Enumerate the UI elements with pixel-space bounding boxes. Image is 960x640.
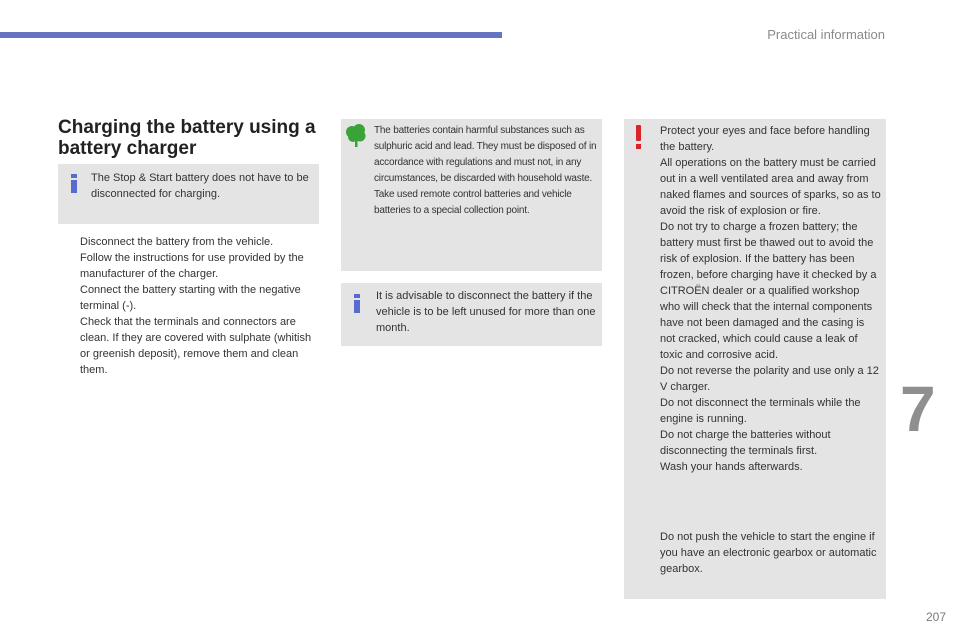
step-text: Connect the battery starting with the negative terminal (-). (80, 284, 301, 312)
info-box-stop-start (58, 164, 319, 224)
warning-paragraph: Do not disconnect the terminals while the engine is running. (660, 397, 861, 425)
info-text-stop-start: The Stop & Start battery does not have to be disconnected for charging. (91, 172, 309, 200)
info-box-disconnect (341, 283, 602, 346)
warning-paragraph: Do not try to charge a frozen battery; the battery must first be thawed out to avoid the risk of explosion. If the battery has been frozen, before charging have it checked by a CITROËN dealer or a qualified workshop who will check that the internal components have not been damaged and the casing is not cracked, which could cause a leak of toxic and corrosive acid. (660, 221, 877, 361)
page-heading: Charging the battery using a battery charger (58, 117, 316, 159)
environment-note-line2: Take used remote control batteries and vehicle batteries to a special collection point. (374, 189, 572, 216)
info-icon (354, 294, 360, 313)
step-text: Check that the terminals and connectors are clean. If they are covered with sulphate (whitish or greenish deposit), remove them and clean them. (80, 316, 312, 376)
warning-paragraph: Do not charge the batteries without disconnecting the terminals first. (660, 429, 831, 457)
section-title: Practical information (767, 27, 885, 42)
step-text: Follow the instructions for use provided by the manufacturer of the charger. (80, 252, 304, 280)
environment-note-text (374, 123, 598, 219)
header-accent-bar (0, 32, 502, 38)
page-number: 207 (925, 610, 946, 624)
list-item (60, 282, 322, 314)
environment-note-line1: The batteries contain harmful substances such as sulphuric acid and lead. They must be disposed of in accordance with regulations and must not, in any circumstances, be discarded with household waste. (374, 125, 597, 184)
info-icon (71, 174, 77, 193)
chapter-number: 7 (900, 373, 936, 445)
charging-steps-list (60, 234, 322, 378)
step-text: Disconnect the battery from the vehicle. (80, 236, 274, 248)
warning-icon (636, 125, 642, 149)
warning-paragraph: Do not reverse the polarity and use only a 12 V charger. (660, 365, 879, 393)
warning-box (624, 119, 886, 599)
warning-paragraph: All operations on the battery must be carried out in a well ventilated area and away from naked flames and sources of sparks, so as to avoid the risk of explosion or fire. (660, 157, 881, 217)
environment-note-box (341, 119, 602, 271)
warning-paragraph: Wash your hands afterwards. (660, 461, 803, 473)
list-item (60, 250, 322, 282)
warning-text (660, 123, 882, 475)
list-item (60, 314, 322, 378)
warning-paragraph: Protect your eyes and face before handling the battery. (660, 125, 870, 153)
tree-icon (345, 124, 367, 148)
info-text-disconnect: It is advisable to disconnect the battery if the vehicle is to be left unused for more than one month. (376, 290, 596, 334)
list-item (60, 234, 322, 250)
push-start-warning-text: Do not push the vehicle to start the engine if you have an electronic gearbox or automatic gearbox. (660, 531, 877, 575)
